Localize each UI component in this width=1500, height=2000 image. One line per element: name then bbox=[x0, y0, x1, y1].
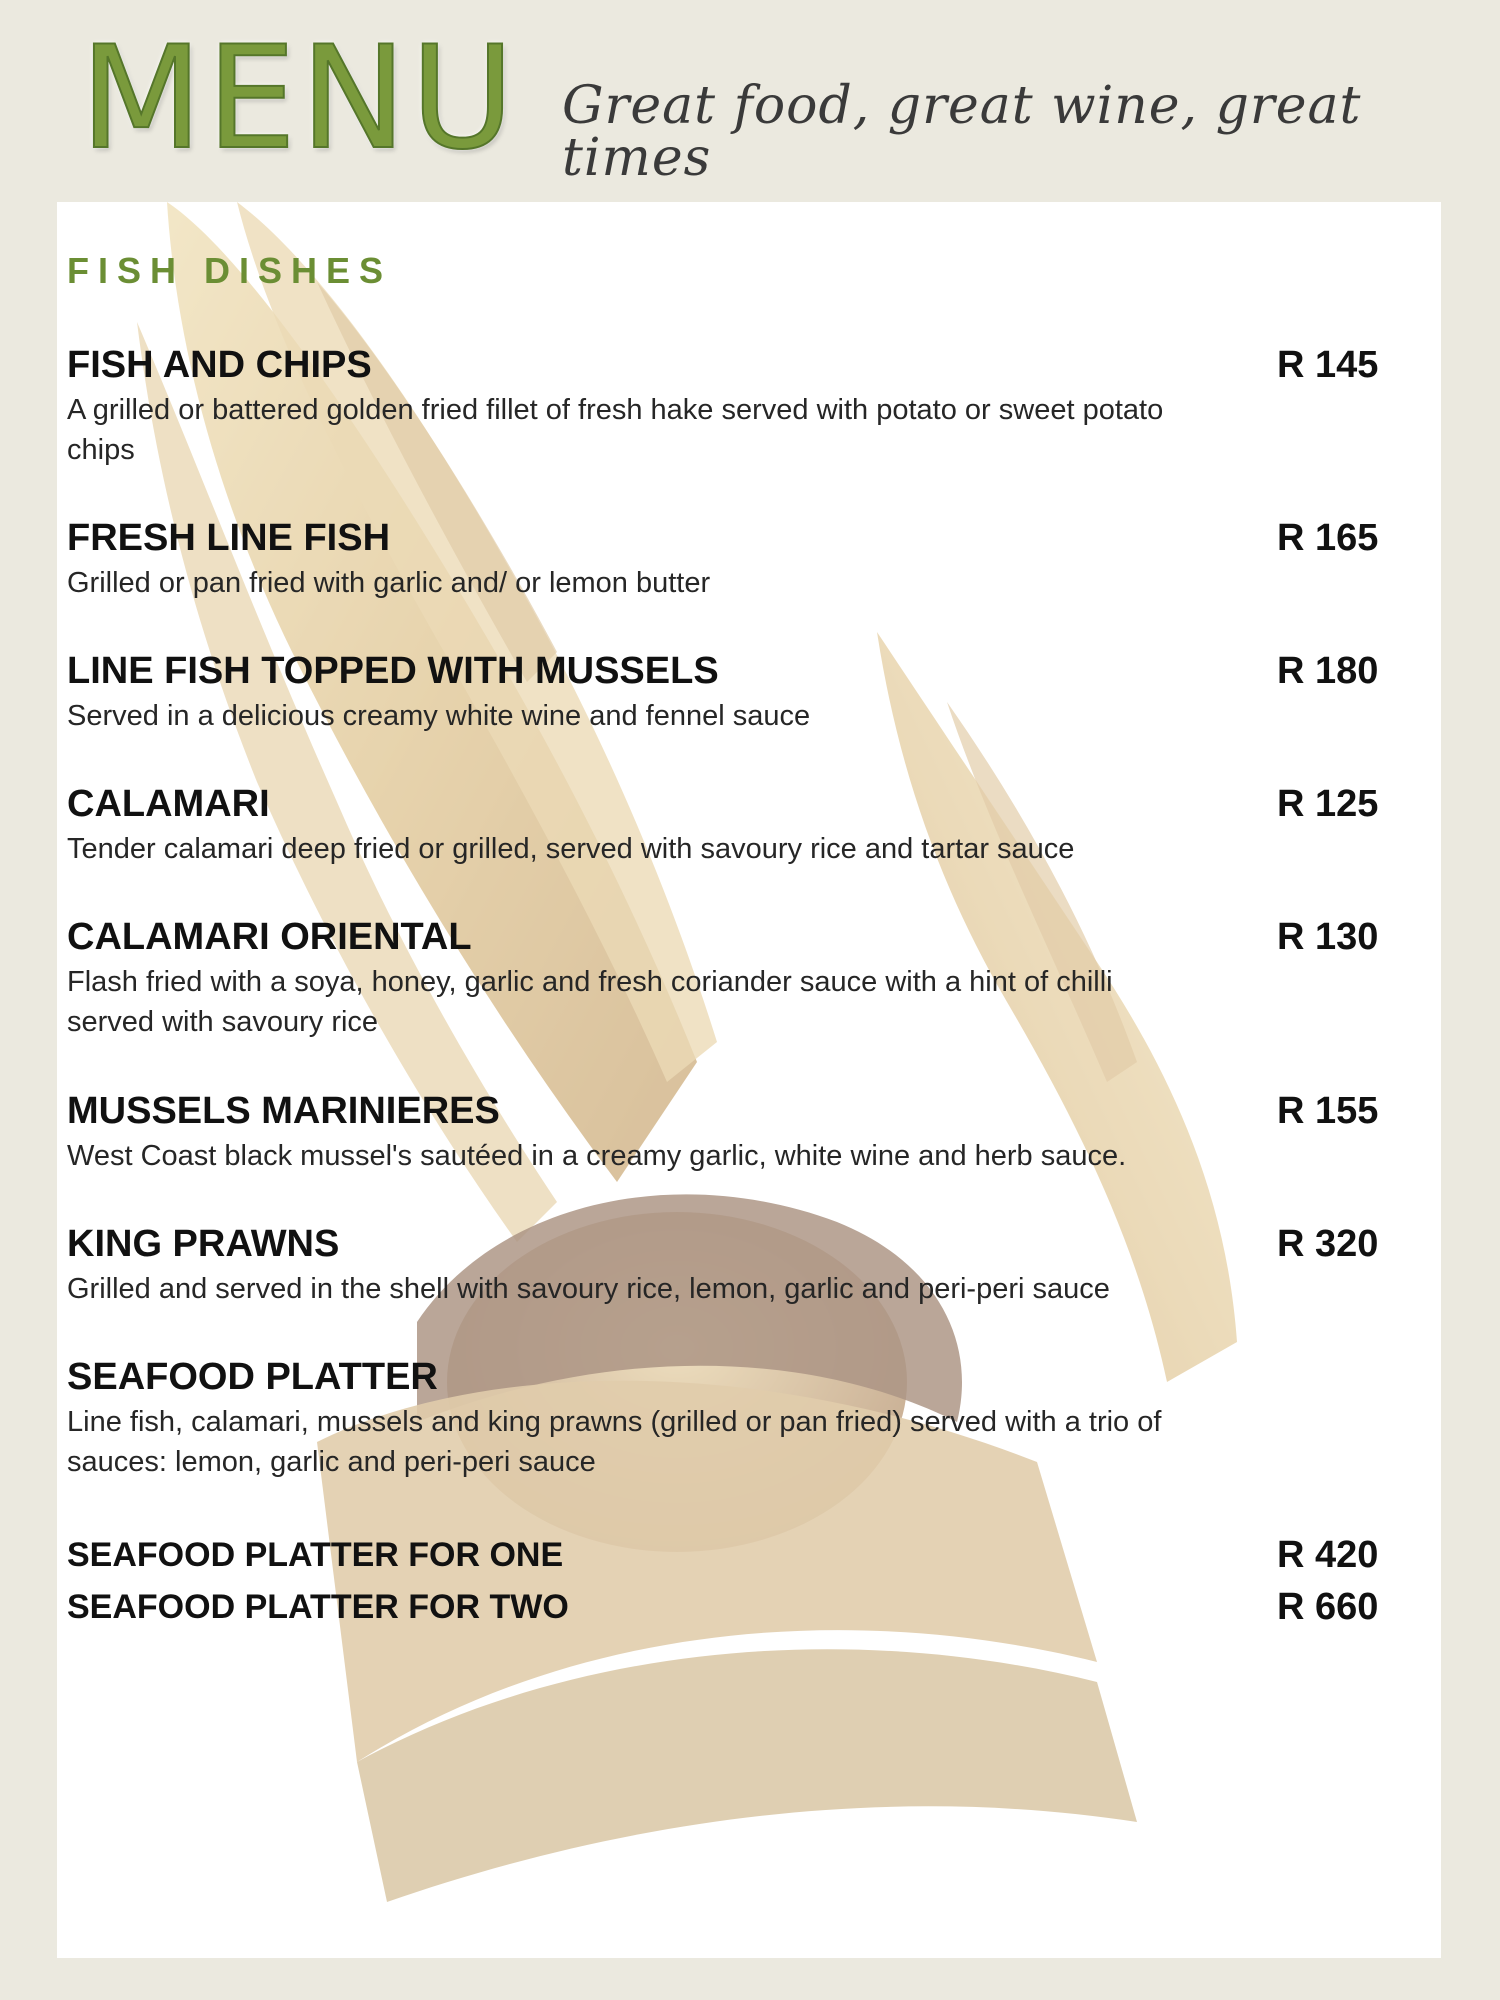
item-name: LINE FISH TOPPED WITH MUSSELS bbox=[67, 650, 719, 692]
menu-item bbox=[67, 648, 1381, 736]
platter-option-price: R 420 bbox=[1277, 1534, 1379, 1576]
menu-header bbox=[0, 0, 1500, 200]
item-price: R 125 bbox=[1277, 783, 1379, 825]
item-name: CALAMARI ORIENTAL bbox=[67, 916, 472, 958]
menu-item bbox=[67, 781, 1381, 869]
item-description: Served in a delicious creamy white wine and fennel sauce bbox=[67, 700, 811, 732]
item-name: KING PRAWNS bbox=[67, 1223, 340, 1265]
platter-option-name: SEAFOOD PLATTER FOR ONE bbox=[67, 1536, 564, 1574]
item-description: A grilled or battered golden fried fillet of fresh hake served with potato or sweet potato chips bbox=[67, 394, 1164, 466]
item-price: R 165 bbox=[1277, 517, 1379, 559]
section-heading: FISH DISHES bbox=[67, 250, 393, 291]
item-price: R 130 bbox=[1277, 916, 1379, 958]
item-price: R 180 bbox=[1277, 650, 1379, 692]
item-description: Tender calamari deep fried or grilled, served with savoury rice and tartar sauce bbox=[67, 833, 1075, 865]
menu-item bbox=[67, 342, 1381, 470]
menu-tagline: Great food, great wine, great times bbox=[562, 76, 1362, 188]
menu-panel bbox=[57, 202, 1441, 1958]
item-description: Line fish, calamari, mussels and king prawns (grilled or pan fried) served with a trio of sauces: lemon, garlic and peri-peri sauce bbox=[67, 1406, 1162, 1478]
item-name: MUSSELS MARINIERES bbox=[67, 1090, 500, 1132]
menu-item bbox=[67, 1221, 1381, 1309]
platter-option bbox=[67, 1532, 1381, 1578]
platter-option-name: SEAFOOD PLATTER FOR TWO bbox=[67, 1588, 569, 1626]
menu-item bbox=[67, 515, 1381, 603]
item-description: Flash fried with a soya, honey, garlic and fresh coriander sauce with a hint of chilli served with savoury rice bbox=[67, 966, 1113, 1038]
item-description: Grilled and served in the shell with savoury rice, lemon, garlic and peri-peri sauce bbox=[67, 1273, 1110, 1305]
item-name: FRESH LINE FISH bbox=[67, 517, 391, 559]
item-name: SEAFOOD PLATTER bbox=[67, 1356, 438, 1398]
menu-item bbox=[67, 914, 1381, 1042]
item-price: R 155 bbox=[1277, 1090, 1379, 1132]
menu-item bbox=[67, 1354, 1381, 1482]
platter-option bbox=[67, 1584, 1381, 1630]
fish-dishes-section bbox=[57, 202, 1441, 1958]
menu-item bbox=[67, 1088, 1381, 1176]
item-description: West Coast black mussel's sautéed in a creamy garlic, white wine and herb sauce. bbox=[67, 1140, 1127, 1172]
item-price: R 145 bbox=[1277, 344, 1379, 386]
item-price: R 320 bbox=[1277, 1223, 1379, 1265]
item-name: FISH AND CHIPS bbox=[67, 344, 372, 386]
item-name: CALAMARI bbox=[67, 783, 270, 825]
menu-title: MENU bbox=[80, 16, 519, 181]
item-description: Grilled or pan fried with garlic and/ or lemon butter bbox=[67, 567, 711, 599]
platter-option-price: R 660 bbox=[1277, 1586, 1379, 1628]
